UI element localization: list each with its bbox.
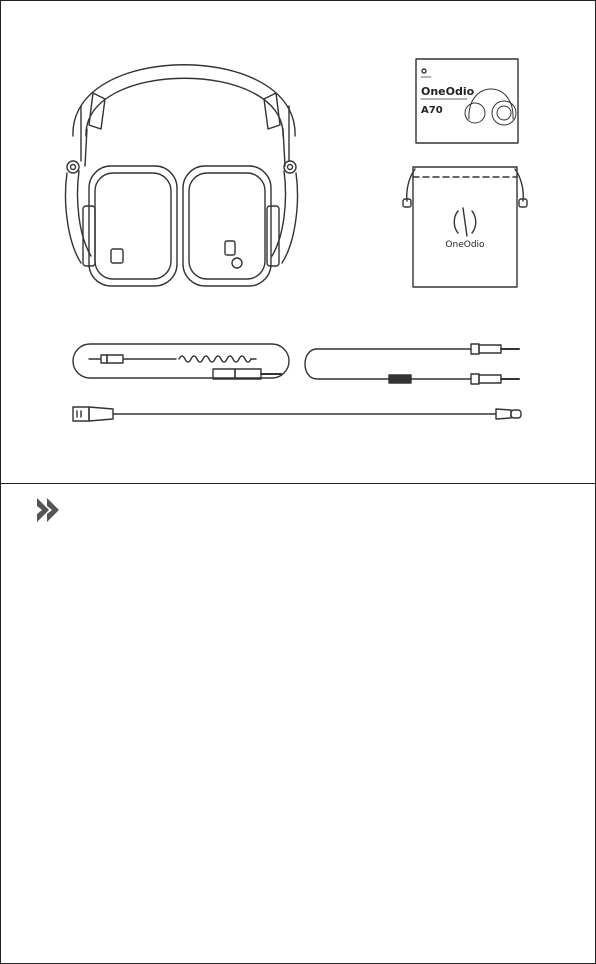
user-manual-booklet [416,59,518,143]
pouch-brand: OneOdio [445,240,485,250]
package-contents-illustration [1,1,595,483]
usb-charging-cable [73,407,521,421]
double-chevron-right-icon [37,498,59,522]
headphones-illustration [66,65,298,286]
manual-model: A70 [421,105,443,116]
audio-cable-with-mic [305,344,519,384]
coiled-audio-cable [73,344,289,379]
manual-brand: OneOdio [421,85,475,98]
package-contents-panel [1,1,595,484]
carry-pouch [403,167,527,287]
section-marker [1,484,595,963]
blank-section-panel [1,484,595,963]
